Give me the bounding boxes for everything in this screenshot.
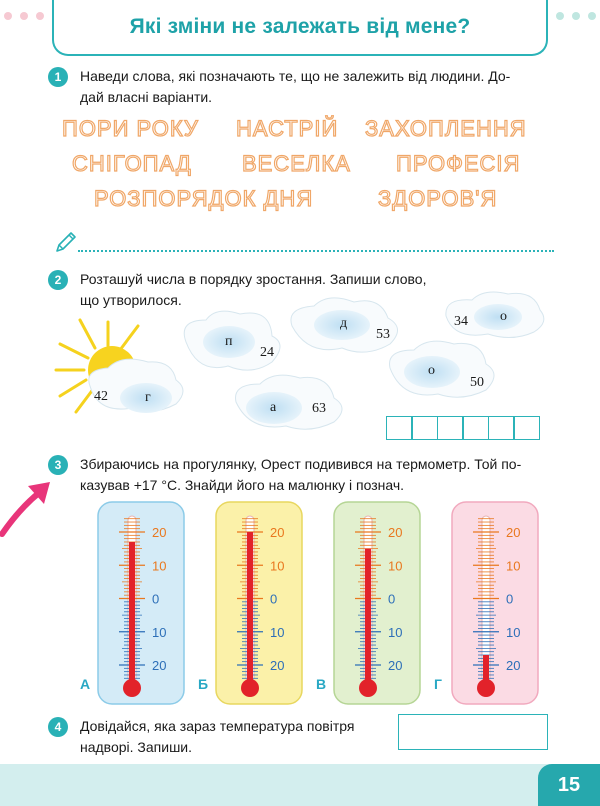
task-3-number: 3: [48, 455, 68, 475]
cloud-number: 34: [454, 314, 468, 329]
task-1-number: 1: [48, 67, 68, 87]
scale-label: 0: [388, 591, 396, 607]
task-3-text-line1: Збираючись на прогулянку, Орест подивився на термометр. Той по-: [80, 456, 522, 472]
scale-label: 20: [270, 525, 285, 540]
thermometer-bulb: [359, 679, 377, 697]
dotted-word: ПРОФЕСІЯ: [396, 151, 521, 176]
task-1-text-line1: Наведи слова, які позначають те, що не залежить від людини. До-: [80, 68, 511, 84]
scale-label: 10: [270, 624, 285, 640]
scale-label: 10: [388, 558, 403, 574]
dotted-word: ВЕСЕЛКА: [242, 151, 351, 176]
temperature-answer-box[interactable]: [398, 714, 548, 750]
thermometer-letter: Г: [434, 676, 442, 692]
scale-label: 10: [506, 558, 521, 574]
task-2-text-line1: Розташуй числа в порядку зростання. Запиши слово,: [80, 271, 427, 287]
page-number: 15: [538, 764, 600, 806]
cloud-letter: д: [340, 316, 348, 331]
cloud-letter: о: [428, 363, 435, 378]
cloud-letter: г: [145, 390, 151, 405]
task-4-text-line1: Довідайся, яка зараз температура повітря: [80, 718, 355, 734]
dotted-word: ЗДОРОВ'Я: [378, 186, 498, 211]
dotted-word: СНІГОПАД: [72, 151, 192, 176]
scale-label: 20: [270, 658, 285, 673]
scale-label: 10: [388, 624, 403, 640]
page-title: Які зміни не залежать від мене?: [129, 15, 471, 38]
scale-label: 10: [506, 624, 521, 640]
cloud-letter: п: [225, 334, 233, 349]
thermometer-bulb: [241, 679, 259, 697]
scale-label: 0: [506, 591, 514, 607]
cloud-number: 50: [470, 375, 484, 390]
thermometer-bulb: [123, 679, 141, 697]
cloud-letter: а: [270, 400, 277, 415]
dotted-word: РОЗПОРЯДОК ДНЯ: [94, 186, 314, 211]
scale-label: 10: [152, 624, 167, 640]
cloud-number: 24: [260, 345, 274, 360]
cloud-number: 53: [376, 327, 390, 342]
cloud-letter: о: [500, 309, 507, 324]
thermometer-letter: В: [316, 676, 327, 692]
scale-label: 10: [270, 558, 285, 574]
dotted-word: ПОРИ РОКУ: [62, 116, 199, 141]
dotted-word: ЗАХОПЛЕННЯ: [365, 116, 527, 141]
thermometer-bulb: [477, 679, 495, 697]
scale-label: 20: [152, 525, 167, 540]
cloud-number: 63: [312, 401, 326, 416]
mercury-column: [129, 542, 135, 690]
task-3-text-line2: казував +17 °С. Знайди його на малюнку і познач.: [80, 477, 405, 493]
mercury-column: [247, 532, 253, 690]
mercury-column: [365, 549, 371, 690]
scale-label: 20: [506, 525, 521, 540]
task-4-number: 4: [48, 717, 68, 737]
task-2-number: 2: [48, 270, 68, 290]
task-4-text-line2: надворі. Запиши.: [80, 739, 193, 755]
footer-band: [0, 764, 600, 806]
cloud-number: 42: [94, 389, 108, 404]
task-2-text-line2: що утворилося.: [80, 292, 182, 308]
scale-label: 20: [388, 658, 403, 673]
scale-label: 20: [152, 658, 167, 673]
task-1-text-line2: дай власні варіанти.: [80, 89, 213, 105]
scale-label: 0: [270, 591, 278, 607]
scale-label: 20: [388, 525, 403, 540]
scale-label: 20: [506, 658, 521, 673]
thermometer-letter: А: [80, 676, 91, 692]
scale-label: 10: [152, 558, 167, 574]
dotted-word: НАСТРІЙ: [236, 116, 339, 141]
thermometer-letter: Б: [198, 676, 209, 692]
scale-label: 0: [152, 591, 160, 607]
